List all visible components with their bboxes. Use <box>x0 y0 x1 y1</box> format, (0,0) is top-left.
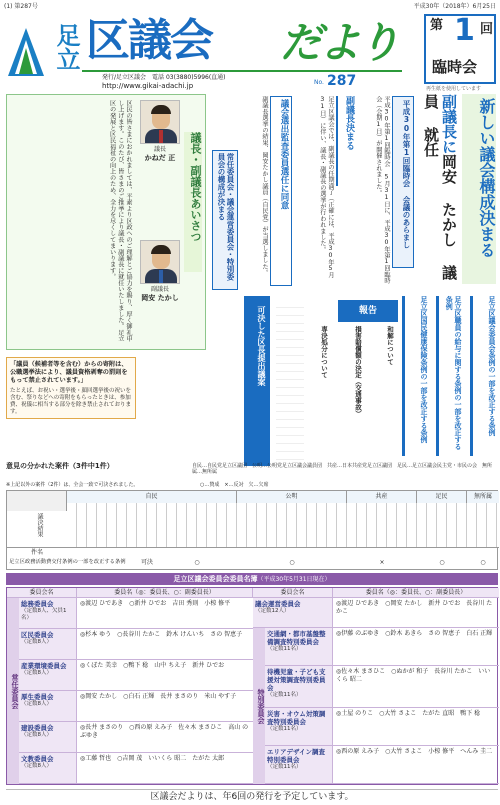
committee-name-text: 総務委員会 <box>21 600 54 608</box>
party-independent: 無所属 <box>467 491 499 503</box>
committee-roster-title <box>6 573 498 585</box>
session-prefix: 第 <box>430 18 444 33</box>
chair-photo <box>140 100 180 144</box>
session-type: 臨時会 <box>432 58 478 76</box>
committee-name-text: エリアデザイン調査特別委員会 <box>267 748 326 765</box>
vice-chair-photo <box>140 240 180 284</box>
committee-members: ◎伊藤 のぶゆき ○鈴木 あきら さの 智恵子 白石 正輝 <box>336 630 493 637</box>
lead-headline: 新しい議会構成決まる <box>462 94 496 284</box>
vote-kyosan: × <box>379 559 385 566</box>
committee-capacity: （定数11名） <box>267 726 302 733</box>
committee-name <box>265 708 333 745</box>
committee-members: ◎杉本 ゆう ○長谷川 たかこ 鈴木 けんいち さの 智恵子 <box>80 631 243 638</box>
committee-row <box>265 746 499 784</box>
footer-note: 区議会だよりは、年6回の発行を予定しています。 <box>6 789 498 803</box>
committee-row <box>19 629 253 660</box>
ordinance-2: 足立区職員の給与に関する条例の一部を改正する条例 <box>436 296 462 456</box>
committee-name-text: 区民委員会 <box>21 631 54 639</box>
vote-minshu: ○ <box>439 559 445 566</box>
committee-name-text: 待機児童・子ども支援対策調査特別委員会 <box>267 668 326 693</box>
top-meta <box>4 3 496 12</box>
recycle-note: 再生紙を使用しています <box>426 86 482 92</box>
session-summary-box: 平成30年第1回臨時会 会議のあらまし <box>392 96 414 268</box>
committee-name <box>265 666 333 707</box>
committee-members: ◎工藤 哲也 ○吉岡 茂 いいくら 昭二 たがた 太郎 <box>80 755 225 762</box>
publisher: 発行/足立区議会 <box>102 74 147 81</box>
committee-members: ◎渡辺 ひであき ○新井 ひでお 吉田 秀則 小椋 修平 <box>80 600 231 607</box>
vice-line1: 副議長に <box>440 94 458 154</box>
issue-no-label: No. <box>314 79 324 86</box>
committee-capacity: （定数8人） <box>21 639 52 646</box>
masthead-subtitle: だより <box>280 18 398 67</box>
adachi-logo-icon <box>6 26 46 78</box>
committee-name-text: 産業環境委員会 <box>21 662 67 670</box>
report-item-3: 専決処分について <box>320 326 328 378</box>
head-right-name: 委員会名 <box>253 588 333 598</box>
group-left-label: 常任委員会 <box>7 598 19 784</box>
committee-name <box>265 746 333 783</box>
committee-members: ◎岡安 たかし ○白石 正輝 長井 まさのり 米山 やす子 <box>80 693 237 700</box>
head-left-members: 委員名（◎：委員長、○：副委員長） <box>77 588 253 598</box>
report-text <box>276 300 304 460</box>
committee-name-text: 議会運営委員会 <box>255 600 301 608</box>
vote-komei: ○ <box>289 559 295 566</box>
vote-table-header <box>6 462 498 476</box>
committee-name <box>19 629 77 659</box>
committee-title: 足立区議会委員会委員名簿 <box>173 575 258 583</box>
committee-row <box>19 722 253 753</box>
result-label: 議決結果 <box>36 513 43 537</box>
committee-name-text: 文教委員会 <box>21 755 54 763</box>
group-right-label: 特別委員会 <box>253 628 265 784</box>
vote-table-title: 意見の分かれた案件（3件中1件） <box>6 462 114 470</box>
issue-number: 287 <box>327 73 357 89</box>
lead-col1: 平成30年第1回臨時会 5月31日に、平成30年第1回臨時会（会期1日）が開催されました。 <box>374 96 390 284</box>
committee-name <box>253 598 333 627</box>
masthead <box>82 16 402 70</box>
vote-jimin: ○ <box>194 559 200 566</box>
notice-title: 「議員（候補者等を含む）からの寄附は、公職選挙法により、議員資格剥奪の罰則をもって禁止されています。」 <box>10 361 128 384</box>
case-result: 可決 <box>140 559 153 566</box>
committee-row <box>253 598 499 628</box>
vote-table-marks: ○…賛成 ×…反対 欠…欠席 <box>200 482 269 488</box>
section-audit: 議会選出監査委員選任に同意 <box>270 96 292 286</box>
vice-line2: 岡安 たかし 議員 就任 <box>422 94 458 280</box>
committee-row <box>265 628 499 666</box>
committee-name-text: 建設委員会 <box>21 724 54 732</box>
publisher-info <box>82 70 402 90</box>
phone-label: 電話 <box>152 74 165 81</box>
committee-row <box>19 660 253 691</box>
vote-table-note: ※上記以外の案件（2件）は、全会一致で可決されました。 <box>6 482 139 488</box>
committee-name-text: 厚生委員会 <box>21 693 54 701</box>
party-minshu: 足民 <box>417 491 467 503</box>
header-blank <box>7 491 67 511</box>
issue-date: 平成30年（2018年）6月25日 <box>413 3 496 10</box>
committee-row <box>19 753 253 784</box>
phone: 03(3880)5996(直通) <box>165 74 226 81</box>
committee-capacity: （定数8人） <box>21 701 52 708</box>
website-link[interactable]: http://www.gikai-adachi.jp <box>102 82 194 90</box>
committee-name <box>265 628 333 665</box>
report-header: 報告 <box>338 300 398 322</box>
committee-name <box>19 660 77 690</box>
committee-capacity: （定数11名） <box>267 646 302 653</box>
committee-row <box>19 691 253 722</box>
ordinance-1: 足立区議会委員会条例の一部を改正する条例 <box>470 296 496 456</box>
committee-name <box>19 722 77 752</box>
page-issue: (1) 第287号 <box>4 3 38 10</box>
vice-chair-headline <box>418 94 458 294</box>
committee-members: ◎土屋 のりこ ○大竹 さよこ たがた 直昭 鴨下 稔 <box>336 710 481 717</box>
case-row-label: 足立区政務活動費交付条例の一部を改正する条例 <box>9 559 126 565</box>
greeting-body: 区民の皆さまにおかれましては、平素より区政へのご理解とご協力を賜り、厚く御礼申し上げます。このたび、皆さまのご推挙により議長・副議長に就任いたしました。足立区の発展と区民福祉の向上のため、全力を尽くしてまいります。 <box>108 100 132 342</box>
committee-name-text: 交通網・都市基盤整備調査特別委員会 <box>267 630 326 647</box>
notice-box <box>6 357 136 419</box>
vote-independent: ○ <box>480 559 486 566</box>
head-right-members: 委員名（◎：委員長、○：副委員長） <box>333 588 499 598</box>
committee-capacity: （定数11名） <box>267 692 302 699</box>
greeting-title: 議長・副議長あいさつ <box>184 132 202 272</box>
vice-chair-role: 副議長 <box>150 286 169 293</box>
section-vice-decided: 副議長決まる <box>336 96 356 186</box>
committee-row <box>265 666 499 708</box>
lead-col2: 足立区議会では、副議長の任期満了（正確には、平成30年5月31日）に伴い、議長・副議長の選挙が行われました。 <box>318 96 334 279</box>
vote-table-legend: 自民…自民党足立区議団 公明…公明党足立区議会議員団 共産…日本共産党足立区議団 足民…足立区議会民主党・市民の会 無所属…無所属 <box>192 463 493 476</box>
case-label: 件名 <box>30 549 43 556</box>
tax-bill-header: 可決した区長提出議案 <box>244 296 270 466</box>
committee-members: ◎くぼた 美幸 ○鴨下 稔 山中 ちえ子 新井 ひでお <box>80 662 225 669</box>
masthead-title: 区議会 <box>86 15 212 66</box>
committee-capacity: （定数11名） <box>267 764 302 771</box>
party-komei: 公明 <box>237 491 347 503</box>
committee-capacity: （定数8人） <box>21 732 52 739</box>
lead-col3: 副議長選挙の結果、岡安たかし議員（自民党）が当選しました。 <box>261 96 268 276</box>
party-jimin: 自民 <box>67 491 237 503</box>
notice-body: たとえば、お祝い・選挙後・顔回選挙後の祝いを含む、祭りなどへの寄附をもらったときは、参加費、祝儀に相当する部分を除き禁止されております。 <box>10 388 132 415</box>
committee-name <box>19 753 77 783</box>
committee-roster <box>6 587 498 785</box>
chair-name: かねだ 正 <box>144 154 176 162</box>
committee-change-box: 常任委員会・議会運営委員会・特別委員会の構成が決まる <box>212 150 238 290</box>
committee-capacity: （定数8人、欠員1名） <box>21 608 67 621</box>
committee-members: ◎長井 まさのり ○西の原 えみ子 佐々木 まさひこ 高山 のぶゆき <box>80 724 249 739</box>
committee-members: ◎西の原 えみ子 ○大竹 さよこ 小椋 修平 へんみ 圭二 <box>336 748 493 755</box>
committee-name-text: 災害・オウム対策調査特別委員会 <box>267 710 326 727</box>
session-number: 1 <box>454 13 475 48</box>
committee-members: ◎渡辺 ひであき ○岡安 たかし 新井 ひでお 長谷川 たかこ <box>336 600 493 615</box>
masthead-region: 足立 <box>52 23 81 71</box>
committee-capacity: （定数12人） <box>255 608 290 615</box>
divider <box>7 547 499 548</box>
report-item-2: 損害賠償額の決定（交通事故） <box>354 326 362 417</box>
committee-capacity: （定数8人） <box>21 670 52 677</box>
committee-row <box>265 708 499 746</box>
chair-role: 議長 <box>153 146 166 153</box>
session-badge <box>424 14 496 84</box>
ordinance-3: 足立区国民健康保険条例の一部を改正する条例 <box>402 296 428 456</box>
committee-row <box>19 598 253 629</box>
member-names-row <box>67 503 499 547</box>
report-item-1: 和解について <box>386 326 394 365</box>
vice-chair-name: 岡安 たかし <box>141 294 179 302</box>
vote-table <box>6 490 498 570</box>
head-left-name: 委員会名 <box>7 588 77 598</box>
session-suffix: 回 <box>480 22 494 37</box>
committee-date: （平成30年5月31日現在） <box>257 576 331 583</box>
committee-members: ◎佐々木 まさひこ ○ぬかが 和子 長谷川 たかこ いいくら 昭二 <box>336 668 491 683</box>
committee-name <box>19 598 77 628</box>
party-kyosan: 共産 <box>347 491 417 503</box>
committee-capacity: （定数8人） <box>21 763 52 770</box>
committee-name <box>19 691 77 721</box>
